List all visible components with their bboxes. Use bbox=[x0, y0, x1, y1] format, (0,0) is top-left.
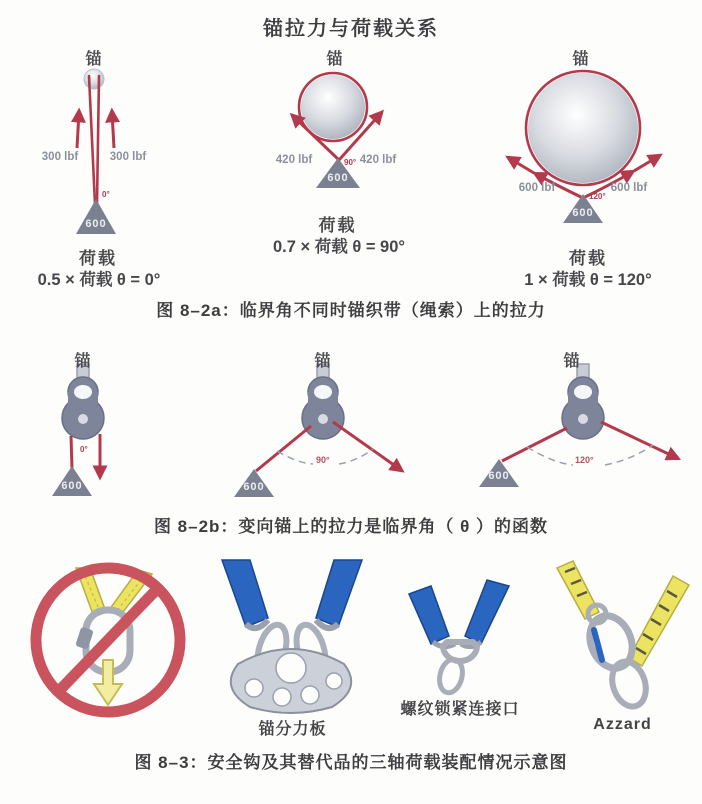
load-weight-value: 600 bbox=[61, 480, 83, 492]
page-title: 锚拉力与荷载关系 bbox=[263, 18, 439, 40]
screw-link-label: 螺纹锁紧连接口 bbox=[400, 701, 520, 718]
load-weight-value: 600 bbox=[327, 172, 349, 184]
left-force-label: 420 lbf bbox=[275, 154, 313, 166]
figure-8-3-caption: 图 8–3：安全钩及其替代品的三轴荷载装配情况示意图 bbox=[134, 753, 568, 772]
fig82a-diagram-0deg bbox=[18, 46, 178, 288]
anchor-label: 锚 bbox=[572, 51, 590, 68]
angle-label: 120° bbox=[575, 455, 594, 465]
right-force-label: 600 lbf bbox=[610, 182, 648, 194]
tension-formula: 1 × 荷载 θ = 120° bbox=[524, 271, 652, 289]
anchor-label: 锚 bbox=[74, 353, 92, 370]
rigging-plate-item bbox=[210, 558, 375, 738]
screw-link-icon bbox=[385, 558, 535, 698]
no-tri-load-carabiner-icon bbox=[26, 558, 191, 723]
fig82b-diagram-120deg bbox=[455, 348, 690, 508]
load-label: 荷载 bbox=[79, 249, 117, 268]
anchor-label: 锚 bbox=[326, 51, 344, 68]
fig82a-diagram-120deg bbox=[488, 46, 688, 288]
fig82b-diagram-0deg bbox=[30, 348, 160, 508]
left-force-label: 300 lbf bbox=[41, 151, 79, 163]
load-weight-value: 600 bbox=[572, 207, 594, 219]
figure-8-2b-caption: 图 8–2b：变向锚上的拉力是临界角（ θ ）的函数 bbox=[153, 517, 549, 536]
load-weight-value: 600 bbox=[243, 481, 265, 493]
azzard-label: Azzard bbox=[593, 716, 652, 733]
apex-angle-label: 120° bbox=[589, 192, 606, 201]
left-force-label: 600 lbf bbox=[518, 182, 556, 194]
right-force-label: 420 lbf bbox=[359, 154, 397, 166]
anchor-label: 锚 bbox=[314, 353, 332, 370]
tension-formula: 0.5 × 荷载 θ = 0° bbox=[37, 271, 161, 289]
rigging-plate-0deg-drawing bbox=[30, 348, 160, 508]
apex-angle-label: 90° bbox=[344, 158, 357, 167]
load-label: 荷载 bbox=[318, 216, 357, 235]
anchor-label: 锚 bbox=[563, 353, 581, 370]
rigging-plate-120deg-drawing bbox=[455, 348, 690, 508]
apex-angle-label: 0° bbox=[102, 190, 110, 199]
fig82b-diagram-90deg bbox=[225, 348, 425, 508]
right-force-label: 300 lbf bbox=[109, 151, 147, 163]
prohibited-carabiner-item bbox=[26, 558, 191, 723]
screw-link-item bbox=[385, 558, 535, 723]
load-label: 荷载 bbox=[569, 249, 607, 268]
rigging-plate-label: 锚分力板 bbox=[258, 721, 327, 738]
figure-8-2a-caption: 图 8–2a：临界角不同时锚织带（绳索）上的拉力 bbox=[156, 301, 546, 320]
azzard-hook-icon bbox=[545, 558, 700, 714]
tension-formula: 0.7 × 荷载 θ = 90° bbox=[273, 238, 405, 256]
anchor-label: 锚 bbox=[85, 51, 103, 68]
fig82a-diagram-90deg bbox=[255, 46, 420, 288]
azzard-item bbox=[545, 558, 700, 738]
load-weight-value: 600 bbox=[488, 470, 510, 482]
angle-label: 90° bbox=[316, 455, 330, 465]
load-weight-value: 600 bbox=[85, 218, 107, 230]
angle-label: 0° bbox=[80, 445, 88, 454]
rigging-plate-icon bbox=[210, 558, 375, 718]
